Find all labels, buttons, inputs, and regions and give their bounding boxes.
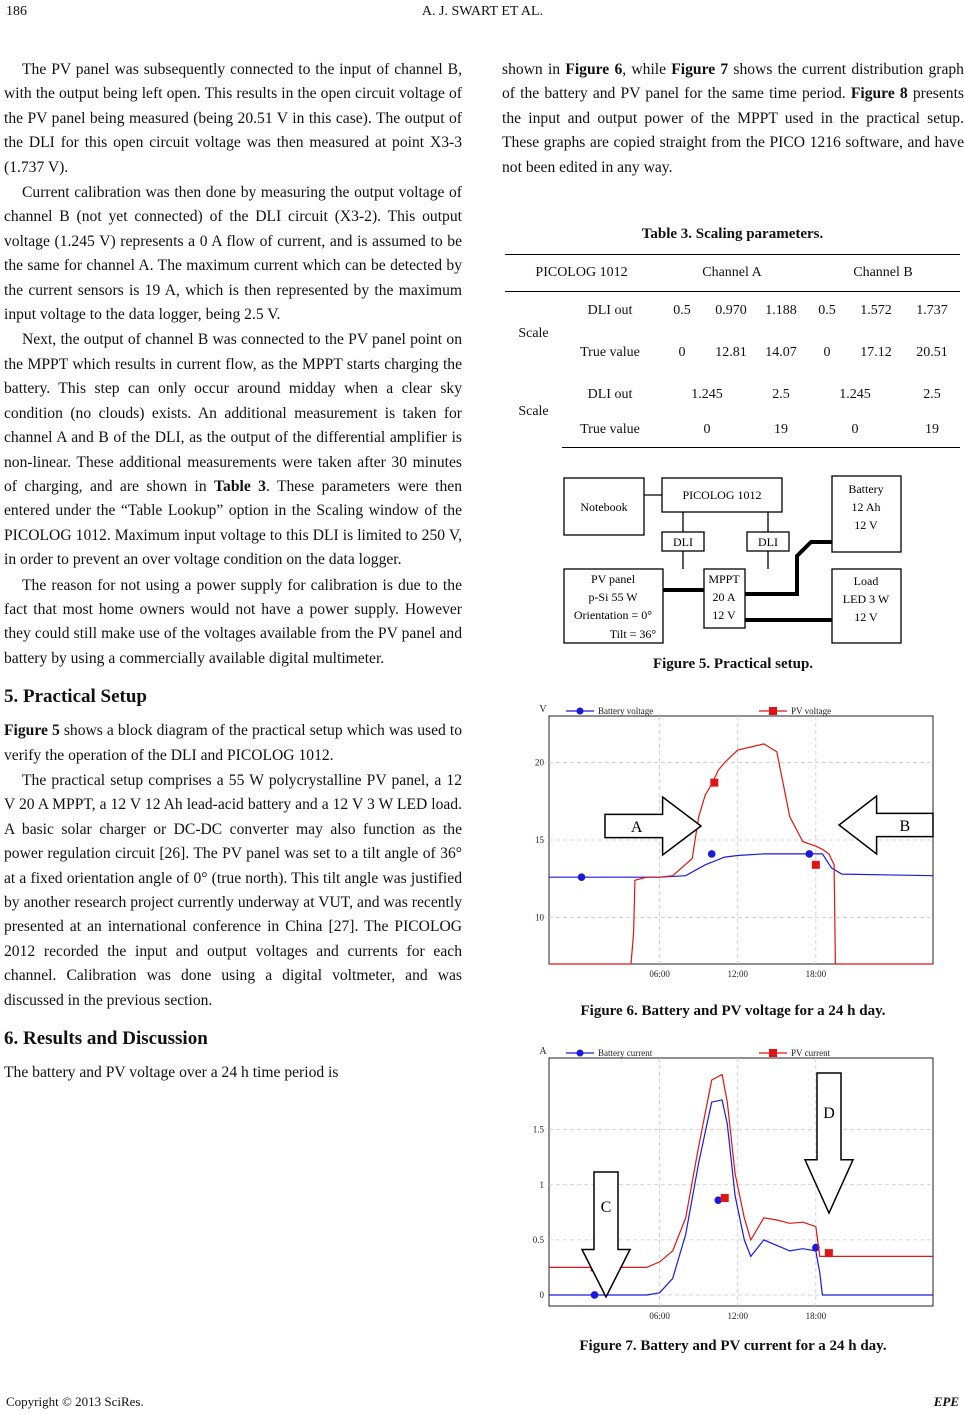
scale-label: Scale [518, 325, 549, 341]
paragraph-text: shows the current distribution graph of the battery and PV panel for the same time period. [502, 61, 964, 103]
legend-marker [769, 707, 777, 715]
scaling-table [505, 254, 960, 448]
series-marker [812, 861, 820, 869]
current-chart [525, 1042, 940, 1332]
section-heading: 6. Results and Discussion [4, 1028, 208, 1050]
paragraph: The reason for not using a power supply for calibration is due to the fact that most home owners would not have a power supply. However they could still make use of the voltages available from the PV panel and battery by using a commercially available digital multimeter. [4, 576, 462, 667]
x-tick-label: 18:00 [805, 1311, 827, 1321]
paragraph-text: . These parameters were then entered under the “Table Lookup” option in the Scaling window of the PICOLOG 1012. Maximum input voltage to this DLI is limited to 250 V, in order to prevent an over voltage condition on the data logger. [4, 477, 462, 569]
dli-label: DLI [673, 535, 693, 549]
paragraph [4, 719, 462, 768]
legend-marker [769, 1049, 777, 1057]
series-marker [708, 850, 716, 858]
cell: 20.51 [916, 344, 948, 360]
mppt-label: 12 V [712, 608, 736, 622]
cell: 14.07 [765, 344, 797, 360]
unit-label: A [539, 1046, 547, 1057]
table-header-row [505, 255, 960, 292]
paragraph [4, 328, 462, 572]
row-label: DLI out [587, 386, 633, 402]
y-tick-label: 0 [539, 1289, 544, 1300]
x-tick-label: 06:00 [649, 1311, 670, 1321]
pv-panel-label: p-Si 55 W [588, 590, 638, 604]
y-tick-label: 20 [535, 757, 544, 768]
cell: 2.5 [923, 386, 941, 402]
series-marker [825, 1249, 833, 1257]
power-wiring [663, 542, 832, 620]
mppt-label: 20 A [712, 590, 736, 604]
cell: 0 [823, 344, 831, 360]
y-tick-label: 1 [539, 1179, 544, 1190]
series-marker [721, 1194, 729, 1202]
legend-marker [577, 708, 584, 715]
x-tick-label: 12:00 [727, 1311, 749, 1321]
legend-label: PV voltage [791, 706, 832, 716]
cell: 1.245 [691, 386, 723, 402]
cell: 19 [756, 414, 806, 448]
y-tick-label: 1.5 [532, 1124, 544, 1135]
figure-caption: Figure 6. Battery and PV voltage for a 24 h day. [580, 1003, 886, 1019]
annotation-label: B [899, 818, 911, 835]
series-marker [710, 779, 718, 787]
header-cell: Channel A [658, 255, 806, 292]
header-cell: PICOLOG 1012 [505, 255, 658, 292]
y-tick-label: 15 [535, 835, 544, 845]
figure-reference: Figure 5 [4, 722, 60, 740]
battery-label: 12 V [854, 518, 878, 532]
paragraph: The battery and PV voltage over a 24 h time period is [4, 1064, 339, 1082]
load-label: 12 V [854, 610, 878, 624]
row-label: True value [562, 414, 658, 448]
legend-label: Battery current [598, 1048, 653, 1058]
load-label: Load [853, 574, 879, 588]
annotation-label: A [630, 819, 643, 836]
x-tick-label: 18:00 [805, 969, 827, 979]
cell: 0 [658, 414, 756, 448]
page-number: 186 [6, 4, 27, 19]
battery-label: 12 Ah [851, 500, 881, 514]
paragraph: The PV panel was subsequently connected to the input of channel B, with the output being left open. This results in the open circuit voltage of the PV panel being measured (being 20.51 V in this case). The output of the DLI for this open circuit voltage was then measured at point X3-3 (1.737 V). [4, 61, 462, 176]
cell: 0 [806, 414, 904, 448]
cell: 1.245 [839, 386, 871, 402]
pv-panel-label: PV panel [590, 572, 636, 586]
cell: 2.5 [772, 386, 790, 402]
journal-footer: EPE [933, 1394, 959, 1409]
paragraph [502, 58, 964, 180]
dli-label: DLI [758, 535, 778, 549]
cell: 0.970 [715, 302, 747, 318]
legend-label: PV current [791, 1048, 831, 1058]
copyright-footer: Copyright © 2013 SciRes. [6, 1394, 144, 1409]
legend-marker [577, 1050, 584, 1057]
paragraph-text: Next, the output of channel B was connected to the PV panel point on the MPPT which results in current flow, as the MPPT starts charging the battery. This step can only occur around midday when a clear sky condition (no clouds) exists. An additional measurement is taken for channel A and B of the DLI, as the output of the differential amplifier is non-linear. These additional measurements were taken after 30 minutes of charging, and are shown in [4, 331, 462, 495]
annotation-label: C [600, 1199, 612, 1216]
series-marker [591, 1291, 599, 1299]
paragraph-text: shows a block diagram of the practical setup which was used to verify the operation of the DLI and PICOLOG 1012. [4, 722, 462, 764]
table-row [505, 376, 960, 414]
paragraph: Current calibration was then done by measuring the output voltage of channel B (not yet connected) of the DLI circuit (X3-2). This output voltage (1.245 V) represents a 0 A flow of current, and is assumed to be the same for channel A. The maximum current which can be detected by the current sensors is 19 A, which is then represented by the maximum input voltage to the data logger, being 2.5 V. [4, 184, 462, 324]
header-cell: Channel B [806, 255, 960, 292]
paragraph-text: presents the input and output power of the MPPT used in the practical setup. These graphs are copied straight from the PICO 1216 software, and have not been edited in any way. [502, 85, 964, 176]
pv-panel-label: Orientation = 0° [573, 608, 653, 622]
series-marker [806, 850, 814, 858]
scale-label: Scale [518, 403, 549, 419]
cell: 0.5 [818, 302, 836, 318]
figure-reference: Figure 7 [671, 61, 729, 78]
paragraph-text: shown in [502, 61, 566, 78]
table-row [505, 414, 960, 448]
legend-label: Battery voltage [598, 706, 654, 716]
paragraph-text: , while [622, 61, 672, 78]
annotation-label: D [823, 1104, 835, 1122]
figure-caption: Figure 7. Battery and PV current for a 24 h day. [579, 1338, 887, 1354]
load-label: LED 3 W [842, 592, 890, 606]
table-caption: Table 3. Scaling parameters. [641, 226, 824, 242]
cell: 0 [678, 344, 686, 360]
series-marker [578, 873, 586, 881]
figure-reference: Figure 6 [565, 61, 623, 78]
unit-label: V [539, 704, 547, 715]
running-head: A. J. SWART ET AL. [421, 4, 544, 19]
voltage-chart [525, 700, 940, 990]
cell: 1.188 [765, 302, 797, 318]
row-label: DLI out [587, 302, 633, 318]
mppt-label: MPPT [708, 572, 740, 586]
pv-panel-label: Tilt = 36° [609, 627, 657, 641]
cell: 17.12 [860, 344, 892, 360]
cell: 19 [904, 414, 960, 448]
paragraph: The practical setup comprises a 55 W polycrystalline PV panel, a 12 V 20 A MPPT, a 12 V 12 Ah lead-acid battery and a 12 V 3 W LED load. A basic solar charger or DC-DC converter may also function as the power regulation circuit [26]. The PV panel was set to a tilt angle of 36° at a fixed orientation angle of 0° (true north). This tilt angle was justified by another research project currently underway at VUT, and was recently presented at an international conference in China [27]. The PICOLOG 2012 recorded the input and output voltages and currents for each channel. Calibration was done using a digital voltmeter, and was discussed in the previous section. [4, 771, 462, 1009]
table-reference: Table 3 [214, 477, 266, 495]
notebook-label: Notebook [580, 500, 628, 514]
cell: 0.5 [673, 302, 691, 318]
practical-setup-diagram [555, 470, 915, 648]
section-heading: 5. Practical Setup [4, 686, 148, 708]
figure-reference: Figure 8 [850, 85, 908, 103]
table-row [505, 292, 960, 330]
y-tick-label: 0.5 [532, 1234, 544, 1245]
x-tick-label: 12:00 [727, 969, 749, 979]
cell: 12.81 [715, 344, 747, 360]
cell: 1.572 [860, 302, 892, 318]
y-tick-label: 10 [535, 912, 544, 923]
cell: 1.737 [916, 302, 948, 318]
figure-caption: Figure 5. Practical setup. [652, 656, 814, 672]
x-tick-label: 06:00 [649, 969, 670, 979]
picolog-label: PICOLOG 1012 [682, 488, 762, 502]
row-label: True value [580, 344, 640, 360]
battery-label: Battery [848, 482, 884, 496]
right-column-text [502, 58, 964, 181]
left-column [4, 58, 462, 1086]
table-row [505, 330, 960, 376]
